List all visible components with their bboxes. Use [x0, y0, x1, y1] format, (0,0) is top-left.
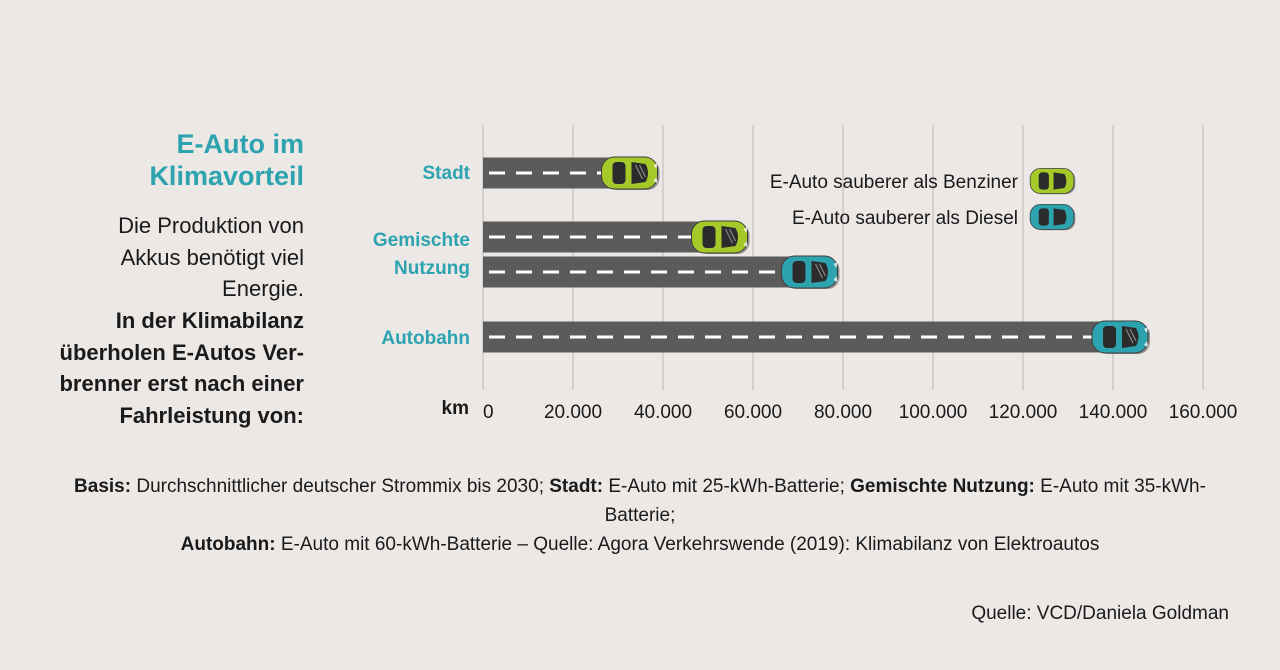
car-marker-benziner — [692, 221, 750, 254]
x-tick-label: 20.000 — [543, 402, 603, 423]
x-tick-label: 100.000 — [898, 402, 968, 423]
car-body — [1092, 321, 1148, 353]
car-body — [1030, 205, 1074, 230]
category-label: Autobahn — [381, 328, 470, 349]
footnote — [40, 472, 1240, 559]
x-axis-unit: km — [441, 398, 469, 419]
title-line-2: Klimavorteil — [149, 161, 304, 191]
x-tick-label: 0 — [483, 402, 494, 423]
footnote-stadt-text: E-Auto mit 25-kWh-Batterie; — [603, 476, 851, 497]
x-tick-label: 40.000 — [633, 402, 693, 423]
footnote-basis-label: Basis: — [74, 476, 132, 497]
category-label: Stadt — [422, 163, 470, 184]
car-body — [782, 256, 838, 288]
car-rear-window — [1039, 208, 1049, 225]
car-rear-window — [613, 162, 626, 184]
legend-car-icon — [1030, 205, 1075, 231]
source-credit: Quelle: VCD/Daniela Goldman — [971, 603, 1229, 624]
intro-line-3: Energie. — [222, 276, 304, 301]
bold-line-4: Fahrleistung von: — [119, 402, 304, 428]
car-marker-benziner — [602, 157, 660, 190]
car-rear-window — [703, 226, 716, 248]
footnote-autobahn-text: E-Auto mit 60-kWh-Batterie – Quelle: Agora Verkehrswende (2019): Klimabilanz von Elektroautos — [275, 534, 1100, 555]
category-label: Gemischte — [372, 230, 470, 251]
car-rear-window — [1039, 172, 1049, 189]
bold-line-3: brenner erst nach einer — [59, 371, 304, 396]
title-line-1: E-Auto im — [176, 129, 304, 159]
x-tick-label: 120.000 — [988, 402, 1058, 423]
intro-line-1: Die Produktion von — [118, 213, 304, 238]
legend-label: E-Auto sauberer als Diesel — [792, 208, 1018, 229]
car-rear-window — [1103, 326, 1116, 348]
car-body — [1030, 169, 1074, 194]
intro-line-2: Akkus benötigt viel — [120, 244, 304, 270]
x-tick-label: 60.000 — [723, 402, 783, 423]
car-body — [602, 157, 658, 189]
footnote-basis-text: Durchschnittlicher deutscher Strommix bis 2030; — [131, 476, 550, 497]
car-rear-window — [793, 261, 806, 283]
bold-line-1: In der Klimabilanz — [115, 308, 304, 333]
x-tick-label: 80.000 — [813, 402, 873, 423]
footnote-autobahn-label: Autobahn: — [180, 534, 276, 555]
car-marker-diesel — [1092, 321, 1150, 354]
footnote-gemischt-label: Gemischte Nutzung: — [850, 476, 1035, 497]
footnote-gemischt-text: E-Auto mit 35-kWh-Batterie; — [604, 476, 1206, 526]
category-label: Nutzung — [394, 258, 470, 279]
x-tick-label: 140.000 — [1078, 402, 1148, 423]
car-windshield — [1054, 208, 1067, 225]
legend-car-icon — [1030, 169, 1075, 195]
car-body — [692, 221, 748, 253]
legend-label: E-Auto sauberer als Benziner — [769, 172, 1018, 193]
footnote-stadt-label: Stadt: — [549, 476, 604, 497]
car-marker-diesel — [782, 256, 840, 289]
bold-line-2: überholen E-Autos Ver- — [59, 339, 304, 365]
car-windshield — [1054, 172, 1067, 189]
x-tick-label: 160.000 — [1168, 402, 1238, 423]
